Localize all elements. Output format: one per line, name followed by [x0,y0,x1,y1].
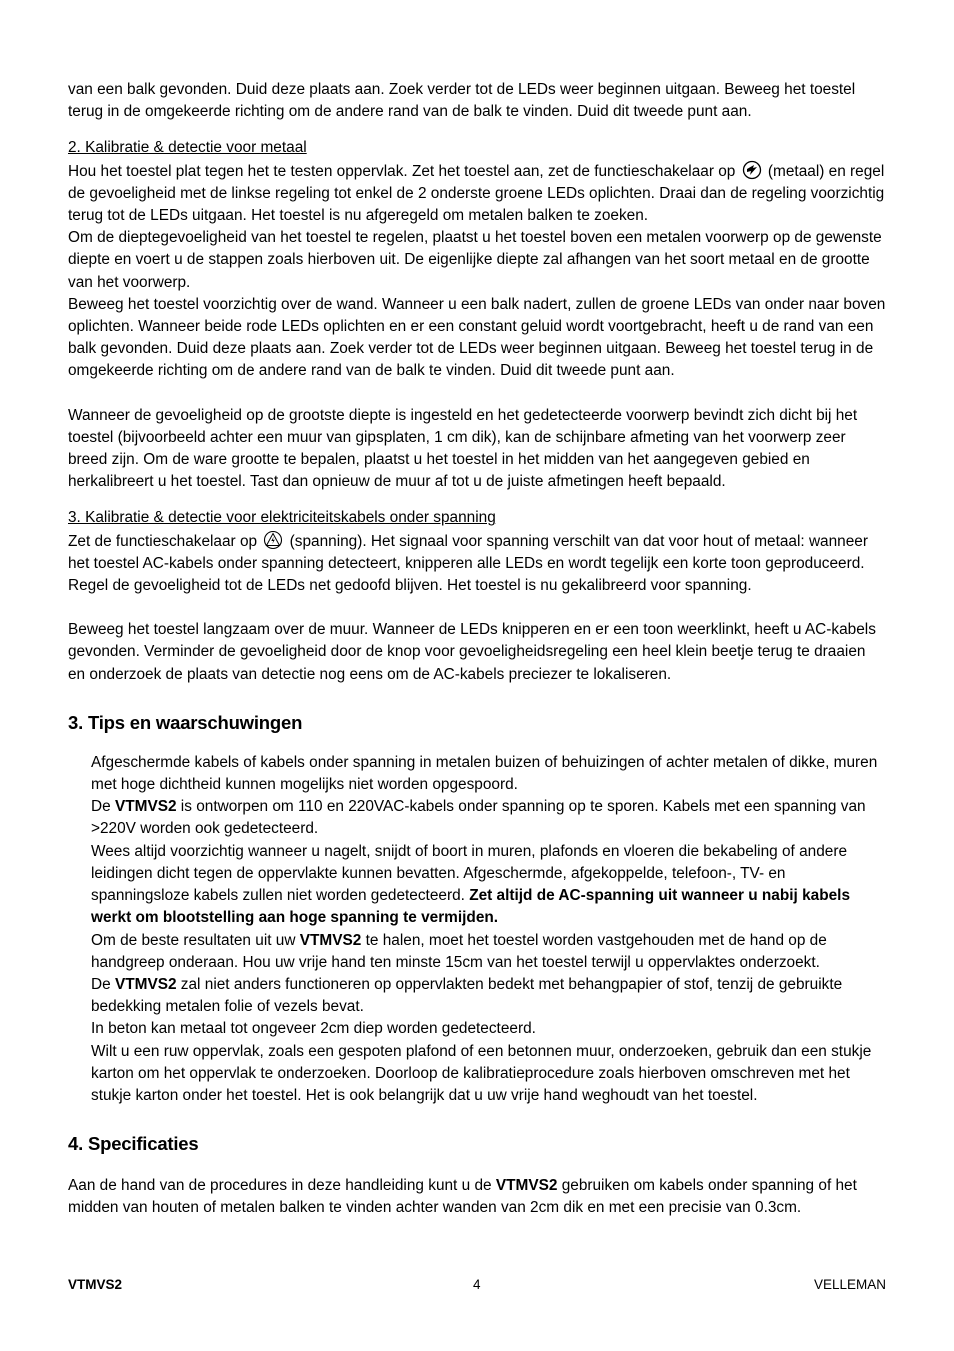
paragraph-metal-2: Om de dieptegevoeligheid van het toestel te regelen, plaatst u het toestel boven een metalen voorwerp op de gewenste diepte en voert u de stappen zoals hierboven uit. De eigenlijke diepte zal afhangen van het soort metaal en de grootte van het voorwerp. [68,229,882,291]
tip-item: In beton kan metaal tot ongeveer 2cm diep worden gedetecteerd. [91,1020,536,1038]
text-span: zal niet anders functioneren op oppervlakten bedekt met behangpapier of stof, tenzij de gebruikte bedekking metalen folie of vezels bevat. [91,975,843,1016]
text-span: De [91,975,115,993]
text-span: Hou het toestel plat tegen het te testen oppervlak. Zet het toestel aan, zet de functieschakelaar op [68,162,736,180]
text-span: De [91,798,115,816]
footer-brand: VELLEMAN [813,1277,886,1292]
tips-list [68,752,886,1107]
paragraph-metal-4: Wanneer de gevoeligheid op de grootste diepte is ingesteld en het gedetecteerde voorwerp bevindt zich dicht bij het toestel (bijvoorbeeld achter een muur van gipsplaten, 1 cm dik), kan de schijnbare afmeting van het voorwerp zeer breed zijn. Om de ware grootte te bepalen, plaatst u het toestel in het midden van het aangegeven gebied en herkalibreert u het toestel. Tast dan opnieuw de muur af tot u de juiste afmetingen heeft bepaald. [68,406,858,491]
specs-paragraph [68,1175,886,1219]
tip-item [91,974,886,1018]
voltage-mode-icon [263,530,283,550]
specs-heading: 4. Specificaties [68,1133,199,1155]
tip-item [91,841,886,930]
model-name: VTMVS2 [495,1177,558,1195]
warning-text: Zet altijd de AC-spanning uit wanneer u nabij kabels werkt om blootstelling aan hoge spanning te vermijden. [91,887,851,927]
model-name: VTMVS2 [114,798,177,816]
text-span: Aan de hand van de procedures in deze handleiding kunt u de [68,1177,496,1195]
paragraph-voltage-2: Beweeg het toestel langzaam over de muur. Wanneer de LEDs knipperen en er een toon weerklinkt, heeft u AC-kabels gevonden. Verminder de gevoeligheid door de knop voor gevoeligheidsregeling een heel klein beetje terug te draaien en onderzoek de plaats van detectie nog eens om de AC-kabels preciezer te lokaliseren. [68,621,876,683]
paragraph-voltage-1 [68,530,886,598]
paragraph-metal-1 [68,160,886,228]
tip-item: Wilt u een ruw oppervlak, zoals een gespoten plafond of een betonnen muur, onderzoeken, gebruik dan een stukje karton om het oppervlak te onderzoeken. Doorloop de kalibratieprocedure zoals hierboven omschreven met het stukje karton onder het toestel. Het is ook belangrijk dat u uw vrije hand weghoudt van het toestel. [91,1042,872,1104]
text-span: gebruiken om kabels onder spanning of het midden van houten of metalen balken te vinden achter wanden van 2cm dik en met een precisie van 0.3cm. [68,1177,857,1217]
paragraph-continued: van een balk gevonden. Duid deze plaats aan. Zoek verder tot de LEDs weer beginnen uitgaan. Beweeg het toestel terug in de omgekeerde richting om de andere rand van de balk te vinden. Duid dit tweede punt aan. [68,81,856,121]
section-heading-voltage: 3. Kalibratie & detectie voor elektriciteitskabels onder spanning [68,509,496,527]
model-name: VTMVS2 [114,975,177,993]
text-span: Om de beste resultaten uit uw [91,931,300,949]
document-page [68,79,886,1220]
tips-heading: 3. Tips en waarschuwingen [68,711,303,733]
text-span: Zet de functieschakelaar op [68,532,258,550]
model-name: VTMVS2 [299,931,362,949]
paragraph-metal-3: Beweeg het toestel voorzichtig over de wand. Wanneer u een balk nadert, zullen de groene LEDs van onder naar boven oplichten. Wanneer beide rode LEDs oplichten en er een constant geluid wordt voortgebracht, heeft u de rand van een balk gevonden. Duid deze plaats aan. Zoek verder tot de LEDs weer beginnen uitgaan. Beweeg het toestel terug in de omgekeerde richting om de andere rand van de balk te vinden. Duid dit tweede punt aan. [68,295,886,380]
metal-mode-icon [742,160,762,180]
footer-page-number: 4 [473,1277,481,1292]
text-span: is ontworpen om 110 en 220VAC-kabels onder spanning op te sporen. Kabels met een spanning van >220V worden ook gedetecteerd. [91,798,866,838]
section-heading-metal: 2. Kalibratie & detectie voor metaal [68,139,307,157]
text-span: Wees altijd voorzichtig wanneer u nagelt, snijdt of boort in muren, plafonds en vloeren die bekabeling of andere leidingen dicht tegen de oppervlakte kunnen bevatten. Afgeschermde, afgekoppelde, telefoon-, TV- en spanningsloze kabels zullen niet worden gedetecteerd. [91,842,848,905]
tip-item: Afgeschermde kabels of kabels onder spanning in metalen buizen of behuizingen of achter metalen of dikke, muren met hoge dichtheid kunnen mogelijks niet worden opgespoord. [91,753,878,794]
tip-item [91,930,886,974]
text-span: (metaal) en regel de gevoeligheid met de linkse regeling tot enkel de 2 onderste groene LEDs oplichten. Draai dan de regeling voorzichtig terug tot de LEDs uitgaan. Het toestel is nu afgeregeld om metalen balken te zoeken. [68,162,885,225]
text-span: te halen, moet het toestel worden vastgehouden met de hand op de handgreep onderaan. Hou uw vrije hand ten minste 15cm van het toestel terwijl u oppervlaktes onderzoekt. [91,931,827,971]
text-span: (spanning). Het signaal voor spanning verschilt van dat voor hout of metaal: wanneer het toestel AC-kabels onder spanning detecteert, knipperen alle LEDs en wordt tegelijk een korte toon geproduceerd. Regel de gevoeligheid tot de LEDs net gedoofd blijven. Het toestel is nu gekalibreerd voor spanning. [68,532,868,595]
footer-model: VTMVS2 [68,1277,123,1292]
tip-item [91,796,886,840]
